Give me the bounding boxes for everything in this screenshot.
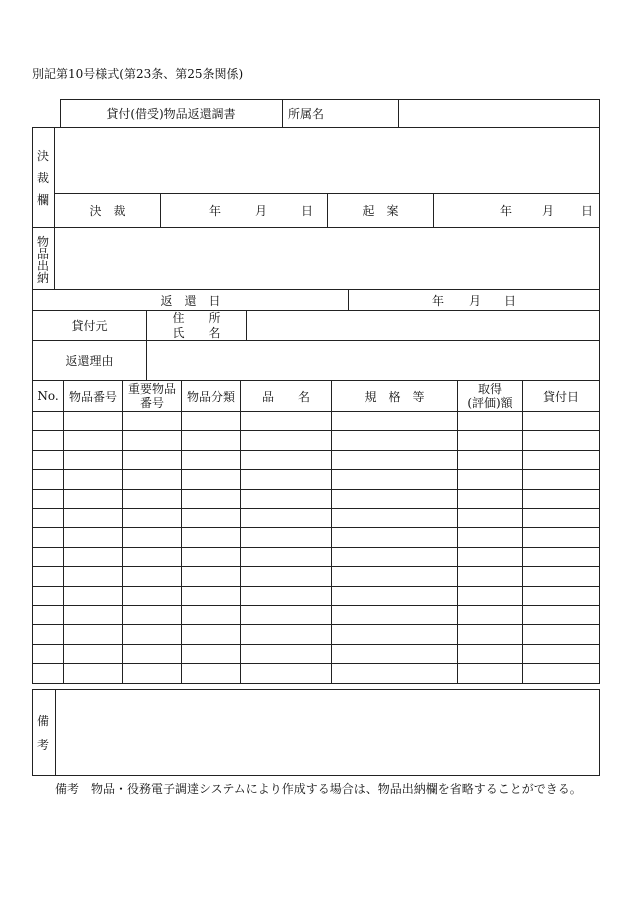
table-cell[interactable] (458, 587, 522, 605)
buppin-side-1: 物 (36, 235, 49, 249)
return-right-border (599, 289, 600, 310)
title-right-border (599, 99, 600, 128)
return-divider (348, 289, 349, 310)
table-cell[interactable] (33, 606, 63, 624)
table-cell[interactable] (182, 470, 240, 488)
kian-label: 起 案 (362, 204, 399, 218)
table-header-text: 番号 (139, 396, 164, 410)
table-cell[interactable] (64, 625, 122, 643)
return-month: 月 (468, 293, 481, 308)
table-cell[interactable] (241, 567, 331, 585)
table-cell[interactable] (33, 470, 63, 488)
table-cell[interactable] (33, 451, 63, 469)
table-cell[interactable] (64, 509, 122, 527)
table-cell[interactable] (64, 470, 122, 488)
table-cell[interactable] (523, 645, 599, 663)
return-date-label: 返 還 日 (160, 293, 221, 308)
table-cell[interactable] (523, 509, 599, 527)
table-cell[interactable] (458, 431, 522, 449)
table-cell[interactable] (458, 490, 522, 508)
table-row (33, 548, 599, 566)
remarks-side-2: 考 (36, 738, 49, 752)
table-cell[interactable] (33, 509, 63, 527)
kessai-day: 日 (300, 204, 313, 218)
table-cell[interactable] (64, 645, 122, 663)
kessai-side-2: 裁 (36, 171, 49, 185)
table-cell[interactable] (332, 412, 457, 430)
table-cell[interactable] (523, 528, 599, 546)
table-header-4 (241, 381, 331, 411)
table-cell[interactable] (241, 528, 331, 546)
table-cell[interactable] (458, 606, 522, 624)
table-cell[interactable] (458, 509, 522, 527)
table-row (33, 587, 599, 605)
table-cell[interactable] (458, 470, 522, 488)
table-cell[interactable] (123, 567, 181, 585)
table-header-5 (332, 381, 457, 411)
buppin-stamp-area[interactable] (55, 228, 599, 289)
kessai-side-1: 決 (36, 149, 49, 163)
table-cell[interactable] (332, 509, 457, 527)
table-row (33, 470, 599, 488)
table-cell[interactable] (458, 451, 522, 469)
table-cell[interactable] (458, 412, 522, 430)
table-cell[interactable] (33, 567, 63, 585)
table-cell[interactable] (241, 490, 331, 508)
table-cell[interactable] (64, 664, 122, 682)
table-header-2 (123, 381, 181, 411)
kessai-stamp-area[interactable] (55, 128, 599, 193)
table-header-text: 品 名 (261, 389, 310, 404)
table-cell[interactable] (182, 451, 240, 469)
table-cell[interactable] (523, 490, 599, 508)
table-header-text: 取得 (477, 382, 502, 396)
table-cell[interactable] (33, 412, 63, 430)
table-row (33, 509, 599, 527)
table-header-6 (458, 381, 522, 411)
table-row (33, 567, 599, 585)
table-cell[interactable] (523, 625, 599, 643)
kessai-label: 決 裁 (89, 204, 126, 218)
table-cell[interactable] (64, 567, 122, 585)
table-cell[interactable] (241, 625, 331, 643)
kian-month: 月 (541, 204, 554, 218)
table-cell[interactable] (123, 431, 181, 449)
table-cell[interactable] (33, 528, 63, 546)
buppin-left-border (32, 227, 33, 289)
table-cell[interactable] (332, 431, 457, 449)
table-cell[interactable] (241, 606, 331, 624)
table-cell[interactable] (123, 587, 181, 605)
table-cell[interactable] (523, 587, 599, 605)
table-cell[interactable] (64, 431, 122, 449)
table-cell[interactable] (458, 625, 522, 643)
table-cell[interactable] (182, 548, 240, 566)
table-row-line (32, 683, 600, 684)
table-row (33, 412, 599, 430)
table-cell[interactable] (64, 451, 122, 469)
table-cell[interactable] (182, 490, 240, 508)
table-cell[interactable] (523, 451, 599, 469)
table-cell[interactable] (123, 625, 181, 643)
table-cell[interactable] (182, 606, 240, 624)
table-cell[interactable] (123, 451, 181, 469)
table-header-text: 規 格 等 (364, 389, 425, 404)
table-cell[interactable] (241, 548, 331, 566)
table-cell[interactable] (123, 664, 181, 682)
table-row (33, 625, 599, 643)
remarks-side-divider (55, 689, 56, 776)
lender-right-border (599, 310, 600, 380)
table-cell[interactable] (241, 664, 331, 682)
table-cell[interactable] (332, 587, 457, 605)
reason-field[interactable] (147, 341, 599, 380)
buppin-right-border (599, 227, 600, 289)
kessai-right-border (599, 127, 600, 227)
remarks-side-1: 備 (36, 714, 49, 728)
lender-label: 貸付元 (71, 319, 108, 333)
kessai-side-3: 欄 (36, 193, 49, 207)
table-header-text: 物品分類 (186, 389, 235, 404)
table-header-0 (33, 381, 63, 411)
table-cell[interactable] (182, 645, 240, 663)
table-header-text: (評価)額 (467, 396, 513, 410)
return-year: 年 (431, 293, 444, 308)
kian-day: 日 (580, 204, 593, 218)
kessai-left-border (32, 127, 33, 227)
table-cell[interactable] (33, 664, 63, 682)
table-cell[interactable] (241, 587, 331, 605)
table-cell[interactable] (241, 412, 331, 430)
table-cell[interactable] (458, 567, 522, 585)
table-row (33, 528, 599, 546)
table-cell[interactable] (458, 664, 522, 682)
footnote: 備考 物品・役務電子調達システムにより作成する場合は、物品出納欄を省略することができる。 (55, 782, 582, 796)
table-cell[interactable] (332, 548, 457, 566)
form-title: 貸付(借受)物品返還調書 (106, 107, 236, 121)
table-cell[interactable] (64, 548, 122, 566)
buppin-side-4: 納 (36, 271, 49, 285)
return-day: 日 (503, 293, 516, 308)
table-cell[interactable] (458, 548, 522, 566)
table-cell[interactable] (64, 412, 122, 430)
lender-address-label: 住 所 (172, 311, 221, 325)
table-cell[interactable] (123, 470, 181, 488)
table-cell[interactable] (241, 431, 331, 449)
table-cell[interactable] (523, 431, 599, 449)
kessai-year: 年 (208, 204, 221, 218)
table-row (33, 606, 599, 624)
table-cell[interactable] (182, 664, 240, 682)
table-cell[interactable] (332, 567, 457, 585)
table-cell[interactable] (123, 490, 181, 508)
table-cell[interactable] (64, 528, 122, 546)
table-cell[interactable] (332, 490, 457, 508)
table-cell[interactable] (523, 606, 599, 624)
table-row (33, 645, 599, 663)
buppin-side-3: 出 (36, 259, 49, 273)
table-cell[interactable] (182, 587, 240, 605)
table-cell[interactable] (332, 606, 457, 624)
table-cell[interactable] (33, 490, 63, 508)
table-cell[interactable] (182, 528, 240, 546)
table-row (33, 490, 599, 508)
table-cell[interactable] (332, 664, 457, 682)
table-cell[interactable] (241, 509, 331, 527)
table-cell[interactable] (523, 548, 599, 566)
table-cell[interactable] (33, 587, 63, 605)
table-header-1 (64, 381, 122, 411)
table-cell[interactable] (64, 490, 122, 508)
reason-label: 返還理由 (65, 354, 114, 368)
table-cell[interactable] (123, 606, 181, 624)
table-row (33, 664, 599, 682)
table-cell[interactable] (332, 470, 457, 488)
table-cell[interactable] (182, 431, 240, 449)
table-cell[interactable] (241, 470, 331, 488)
table-cell[interactable] (123, 645, 181, 663)
table-cell[interactable] (33, 548, 63, 566)
table-cell[interactable] (182, 567, 240, 585)
dept-label: 所属名 (288, 107, 325, 121)
table-col-line (599, 380, 600, 684)
table-cell[interactable] (332, 625, 457, 643)
table-cell[interactable] (241, 645, 331, 663)
table-cell[interactable] (33, 625, 63, 643)
lender-field[interactable] (247, 311, 599, 340)
table-cell[interactable] (523, 412, 599, 430)
table-header-3 (182, 381, 240, 411)
table-cell[interactable] (523, 664, 599, 682)
kessai-month: 月 (254, 204, 267, 218)
form-id: 別記第10号様式(第23条、第25条関係) (32, 67, 244, 81)
table-cell[interactable] (33, 645, 63, 663)
table-row (33, 431, 599, 449)
lender-name-label: 氏 名 (172, 326, 221, 340)
table-cell[interactable] (523, 567, 599, 585)
table-cell[interactable] (332, 528, 457, 546)
dept-field[interactable] (399, 100, 599, 127)
table-cell[interactable] (458, 528, 522, 546)
table-cell[interactable] (523, 470, 599, 488)
kian-year: 年 (499, 204, 512, 218)
kessai-label-divider (160, 193, 161, 227)
table-header-text: 物品番号 (68, 389, 117, 404)
table-cell[interactable] (332, 451, 457, 469)
table-header-text: 貸付日 (542, 389, 579, 404)
table-cell[interactable] (332, 645, 457, 663)
table-row (33, 451, 599, 469)
table-cell[interactable] (123, 509, 181, 527)
table-cell[interactable] (33, 431, 63, 449)
buppin-side-2: 品 (36, 247, 49, 261)
table-cell[interactable] (182, 509, 240, 527)
table-cell[interactable] (123, 548, 181, 566)
table-cell[interactable] (123, 412, 181, 430)
kian-label-divider (433, 193, 434, 227)
table-cell[interactable] (64, 587, 122, 605)
table-cell[interactable] (64, 606, 122, 624)
table-header-text: 重要物品 (127, 382, 176, 396)
table-cell[interactable] (123, 528, 181, 546)
table-header-text: No. (37, 389, 59, 403)
table-cell[interactable] (182, 412, 240, 430)
table-cell[interactable] (182, 625, 240, 643)
table-header-7 (523, 381, 599, 411)
remarks-field[interactable] (57, 690, 599, 775)
table-cell[interactable] (241, 451, 331, 469)
table-cell[interactable] (458, 645, 522, 663)
